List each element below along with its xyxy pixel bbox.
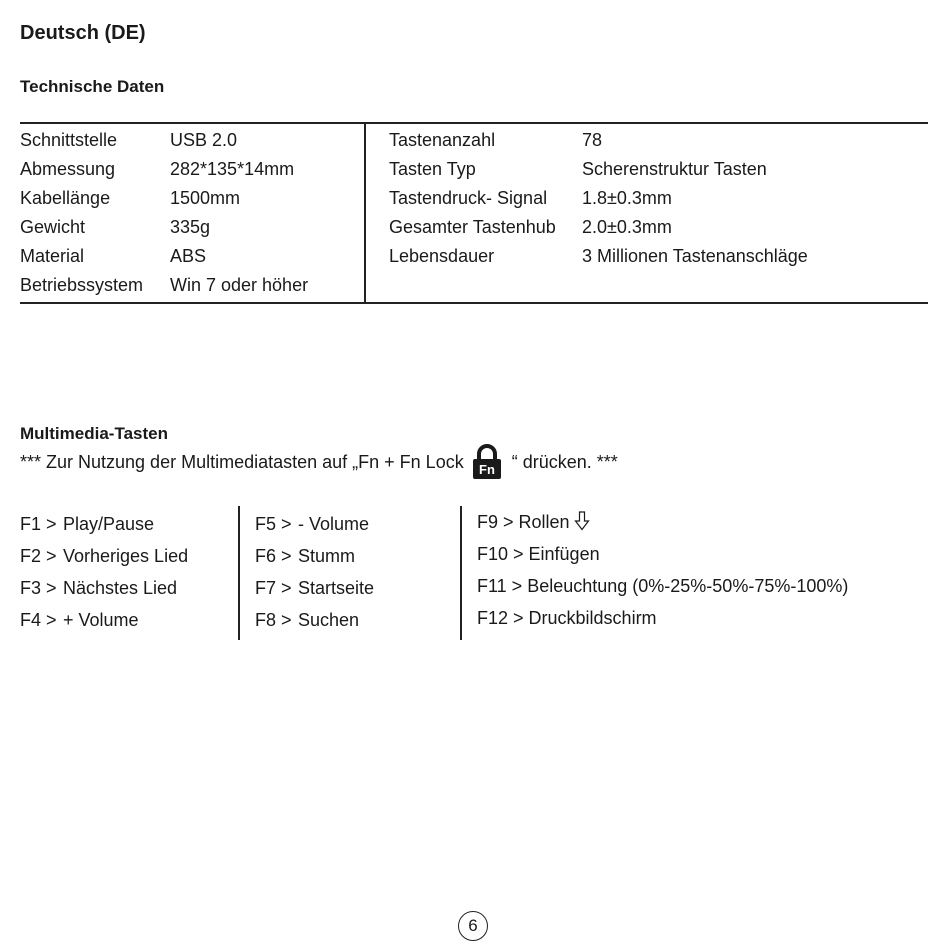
spec-value: ABS <box>170 246 207 266</box>
fkey-divider-1 <box>238 506 240 640</box>
fkey-action: Stumm <box>298 546 356 566</box>
spec-value: USB 2.0 <box>170 130 238 150</box>
fkey-action: Startseite <box>298 578 375 598</box>
spec-label: Abmessung <box>20 159 116 179</box>
spec-label: Tasten Typ <box>389 159 476 179</box>
spec-value: 2.0±0.3mm <box>582 217 672 237</box>
fkey-action: Nächstes Lied <box>63 578 178 598</box>
fkey-name: F4 > <box>20 610 57 630</box>
spec-label: Tastendruck- Signal <box>389 188 548 208</box>
fkey-action: Suchen <box>298 610 360 630</box>
fkey-name: F3 > <box>20 578 57 598</box>
spec-label: Lebensdauer <box>389 246 495 266</box>
spec-label: Kabellänge <box>20 188 111 208</box>
fkey-action: + Volume <box>63 610 139 630</box>
spec-label: Gesamter Tastenhub <box>389 217 556 237</box>
fkey-action: - Volume <box>298 514 370 534</box>
spec-value: 78 <box>582 130 603 150</box>
fkey-action: Play/Pause <box>63 514 155 534</box>
fkey-f9-item <box>477 511 590 533</box>
fkey-text: F11 > Beleuchtung (0%-25%-50%-75%-100%) <box>477 576 849 596</box>
spec-value: Scherenstruktur Tasten <box>582 159 767 179</box>
specs-title: Technische Daten <box>20 77 165 96</box>
spec-label: Betriebssystem <box>20 275 144 295</box>
multimedia-title: Multimedia-Tasten <box>20 424 168 443</box>
fkey-text: F10 > Einfügen <box>477 544 600 564</box>
fkey-text: F12 > Druckbildschirm <box>477 608 657 628</box>
fkey-name: F2 > <box>20 546 57 566</box>
spec-label: Gewicht <box>20 217 86 237</box>
spec-value: Win 7 oder höher <box>170 275 309 295</box>
fkey-name: F8 > <box>255 610 292 630</box>
language-heading: Deutsch (DE) <box>20 22 146 44</box>
fkey-name: F7 > <box>255 578 292 598</box>
table-bottom-rule <box>20 302 928 304</box>
page-number: 6 <box>458 911 488 941</box>
spec-value: 335g <box>170 217 211 237</box>
spec-value: 282*135*14mm <box>170 159 295 179</box>
spec-value: 3 Millionen Tastenanschläge <box>582 246 808 266</box>
fkey-text: F9 > Rollen <box>477 512 570 532</box>
note-text-before: *** Zur Nutzung der Multimediatasten auf „Fn + Fn Lock <box>20 451 464 472</box>
fn-lock-icon-label: Fn <box>478 462 495 477</box>
fkey-divider-2 <box>460 506 462 640</box>
note-text-after: “ drücken. *** <box>511 451 618 472</box>
fkey-name: F6 > <box>255 546 292 566</box>
table-divider <box>364 123 366 303</box>
spec-label: Material <box>20 246 85 266</box>
fkey-name: F5 > <box>255 514 292 534</box>
fkey-action: Vorheriges Lied <box>63 546 189 566</box>
spec-value: 1.8±0.3mm <box>582 188 672 208</box>
fkey-name: F1 > <box>20 514 57 534</box>
fn-lock-note <box>20 444 618 480</box>
table-top-rule <box>20 122 928 124</box>
spec-value: 1500mm <box>170 188 241 208</box>
spec-label: Tastenanzahl <box>389 130 496 150</box>
spec-label: Schnittstelle <box>20 130 118 150</box>
fn-lock-icon <box>472 444 502 480</box>
scroll-down-arrow-icon <box>574 511 590 531</box>
